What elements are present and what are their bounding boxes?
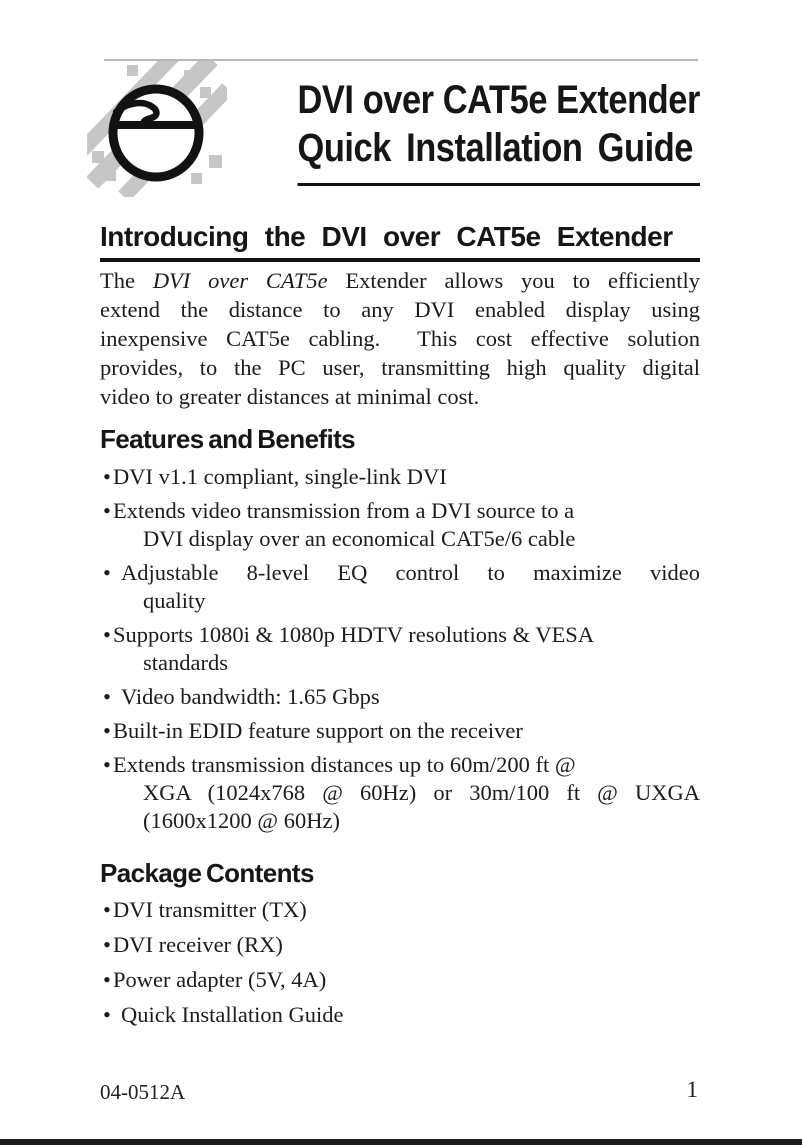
bullet-icon: • <box>103 622 111 647</box>
paragraph-text: Extender allows you to efficiently <box>327 268 700 293</box>
bullet-icon: • <box>103 498 111 523</box>
list-item-line: Extends transmission distances up to 60m/200 ft @ <box>113 752 576 777</box>
list-item-line: Quick Installation Guide <box>121 1002 344 1027</box>
list-item <box>100 683 700 711</box>
features-list <box>100 463 700 841</box>
siig-logo-graphic <box>87 61 227 197</box>
bullet-icon: • <box>103 560 111 585</box>
paragraph-text: video to greater distances at minimal cost. <box>100 384 480 409</box>
paragraph-text: The <box>100 268 153 293</box>
bullet-icon: • <box>103 932 111 957</box>
list-item-line: Video bandwidth: 1.65 Gbps <box>121 684 380 709</box>
list-item <box>100 896 700 924</box>
logo-ring <box>113 89 199 177</box>
bullet-icon: • <box>103 967 111 992</box>
intro-heading: Introducing the DVI over CAT5e Extender <box>100 222 700 262</box>
paragraph-line <box>100 353 700 382</box>
list-item-line: Adjustable 8-level EQ control to maximize video <box>121 560 700 585</box>
list-item-line: DVI transmitter (TX) <box>113 897 307 922</box>
list-item-line: Built-in EDID feature support on the receiver <box>113 718 523 743</box>
list-item <box>100 1001 700 1029</box>
package-heading: Package Contents <box>100 858 314 888</box>
list-item <box>100 931 700 959</box>
paragraph-text: extend the distance to any DVI enabled display using <box>100 297 700 322</box>
list-item-line: DVI v1.1 compliant, single-link DVI <box>113 464 447 489</box>
list-item <box>100 751 700 835</box>
list-item-line: (1600x1200 @ 60Hz) <box>143 808 340 833</box>
paragraph-text: provides, to the PC user, transmitting high quality digital <box>100 355 700 380</box>
list-item-line: XGA (1024x768 @ 60Hz) or 30m/100 ft @ UXGA <box>143 780 700 805</box>
page-number: 1 <box>686 1077 698 1102</box>
siig-logo <box>87 61 227 202</box>
bullet-icon: • <box>103 684 111 709</box>
list-item <box>100 717 700 745</box>
document-number: 04-0512A <box>100 1080 186 1104</box>
bullet-icon: • <box>103 752 111 777</box>
paragraph-line <box>100 324 700 353</box>
intro-paragraph <box>100 266 700 411</box>
product-name-italic: DVI over CAT5e <box>152 268 328 293</box>
document-title <box>232 76 700 186</box>
paragraph-line <box>100 266 700 295</box>
list-item-line: Supports 1080i & 1080p HDTV resolutions & VESA <box>113 622 595 647</box>
paragraph-text: inexpensive CAT5e cabling. This cost effective solution <box>100 326 700 351</box>
bullet-icon: • <box>103 1002 111 1027</box>
list-item <box>100 966 700 994</box>
list-item <box>100 463 700 491</box>
list-item-line: standards <box>143 650 228 675</box>
features-heading: Features and Benefits <box>100 424 356 454</box>
list-item-line: Power adapter (5V, 4A) <box>113 967 327 992</box>
paragraph-line <box>100 382 700 411</box>
title-line-2: Quick Installation Guide <box>297 126 694 170</box>
list-item <box>100 559 700 615</box>
bullet-icon: • <box>103 718 111 743</box>
list-item <box>100 621 700 677</box>
list-item-line: DVI receiver (RX) <box>113 932 283 957</box>
list-item-line: DVI display over an economical CAT5e/6 cable <box>143 526 576 551</box>
bullet-icon: • <box>103 464 111 489</box>
package-list <box>100 896 700 1036</box>
bullet-icon: • <box>103 897 111 922</box>
page-bottom-edge <box>0 1139 802 1145</box>
paragraph-line <box>100 295 700 324</box>
list-item-line: quality <box>143 588 206 613</box>
title-line-1: DVI over CAT5e Extender <box>297 78 700 122</box>
list-item <box>100 497 700 553</box>
list-item-line: Extends video transmission from a DVI source to a <box>113 498 575 523</box>
